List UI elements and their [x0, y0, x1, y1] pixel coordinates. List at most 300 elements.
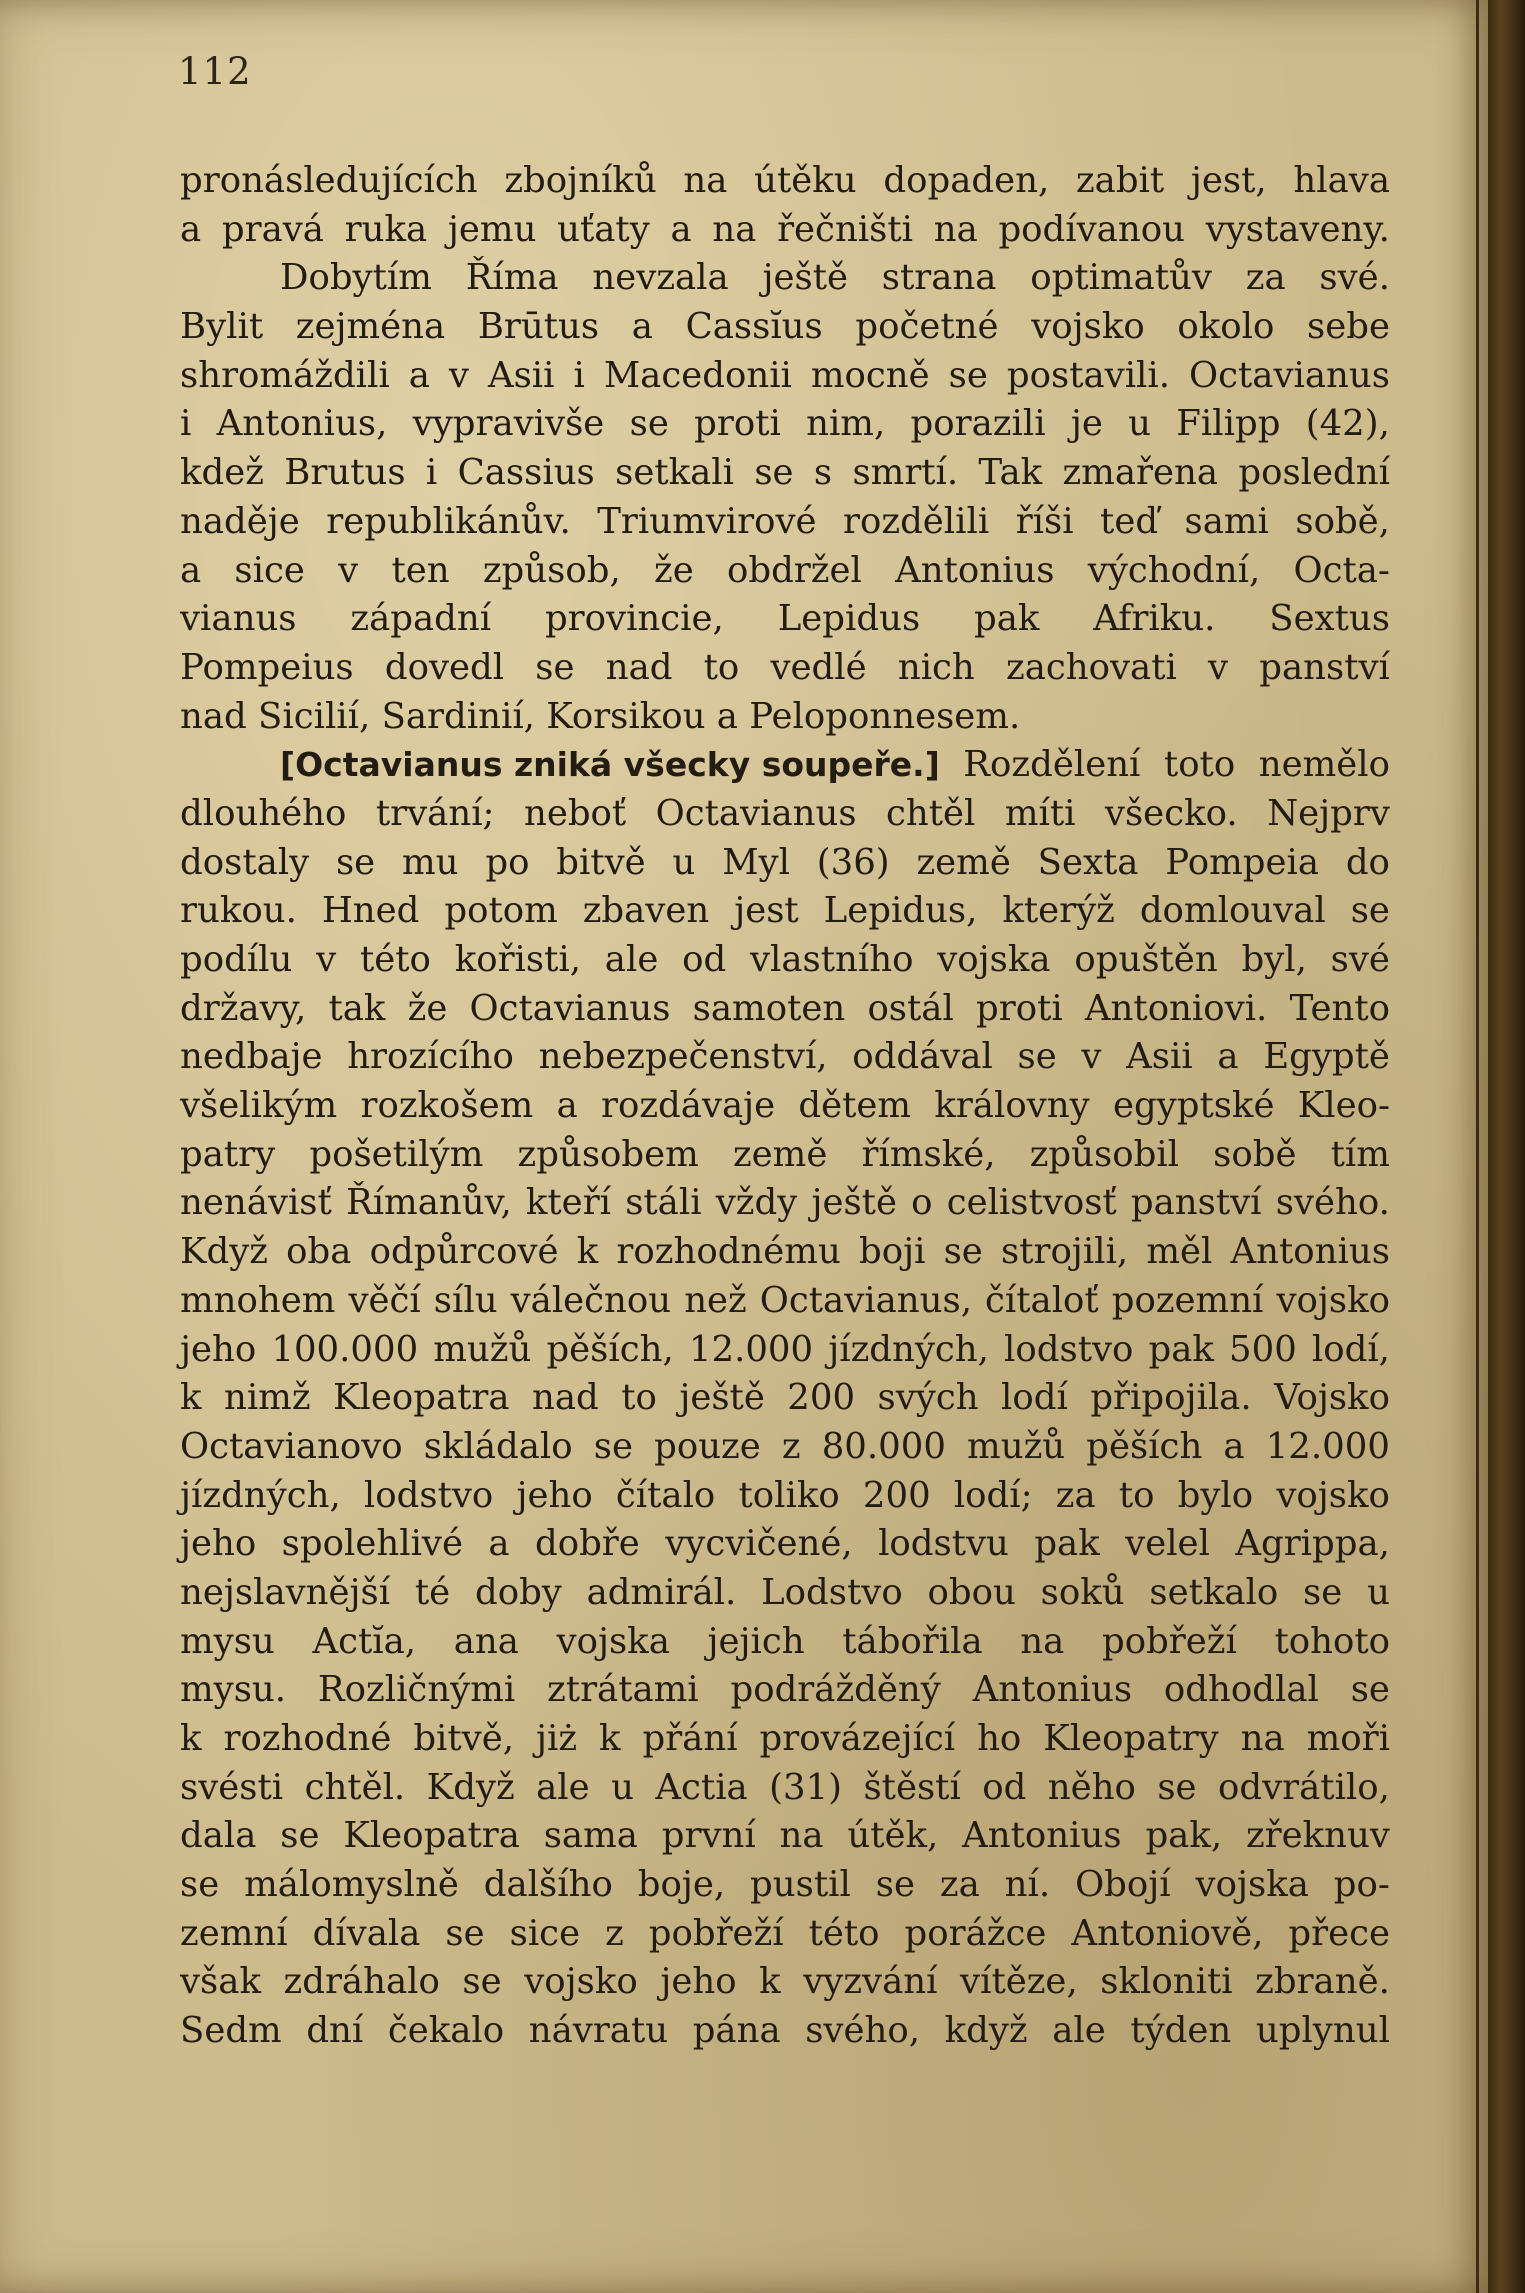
- word: se: [335, 841, 376, 883]
- word: strana: [881, 257, 997, 299]
- word: k: [599, 1718, 621, 1759]
- word: boje,: [637, 1864, 726, 1906]
- text-line: [180, 693, 1390, 742]
- word: země: [732, 1133, 828, 1175]
- text-line: [180, 303, 1390, 352]
- word: mu: [402, 841, 459, 883]
- word: kteří: [525, 1182, 612, 1224]
- word: 12.000: [688, 1328, 814, 1370]
- word: první: [661, 1815, 756, 1857]
- word: ostál: [867, 987, 954, 1029]
- word: se: [445, 1912, 485, 1954]
- text-line: [180, 1277, 1390, 1326]
- word: z: [781, 1425, 801, 1467]
- word: dostaly: [180, 841, 310, 883]
- word: jejich: [707, 1620, 805, 1662]
- word: optimatův: [1030, 257, 1212, 299]
- word: skloniti: [1100, 1961, 1233, 2003]
- word: mysu.: [180, 1669, 287, 1711]
- word: bylo: [1177, 1474, 1254, 1516]
- word: zbraně.: [1255, 1961, 1390, 2003]
- word: pěších,: [546, 1328, 674, 1370]
- word: Antonius: [1230, 1231, 1390, 1273]
- word: byl,: [1241, 939, 1307, 980]
- word: rozhodné: [223, 1718, 392, 1759]
- word: všelikým: [180, 1085, 338, 1127]
- word: připojila.: [1090, 1377, 1252, 1419]
- text-line: [180, 400, 1390, 449]
- word: Pompeius: [180, 646, 354, 688]
- word: 200: [862, 1474, 931, 1516]
- word: mnohem: [180, 1279, 336, 1321]
- word: sama: [543, 1815, 638, 1857]
- word: na: [683, 160, 728, 201]
- word: jízdných,: [828, 1328, 989, 1370]
- word: nim,: [806, 403, 886, 445]
- word: vojsko: [1276, 1279, 1390, 1321]
- word: nejslavnější: [180, 1571, 391, 1613]
- word: samoten: [692, 987, 846, 1029]
- word: Myl: [722, 841, 790, 883]
- word: a: [1217, 1036, 1239, 1078]
- word: svésti: [180, 1766, 284, 1808]
- word: se: [1017, 1036, 1057, 1078]
- word: mužů: [967, 1425, 1066, 1467]
- word: na: [1020, 1620, 1065, 1662]
- text-line: [180, 1033, 1390, 1082]
- word: strojili,: [1000, 1231, 1129, 1273]
- word: Kleopatra: [333, 1377, 510, 1419]
- word: Filipp: [1176, 403, 1281, 445]
- text-line: [180, 1228, 1390, 1277]
- word: rukou.: [180, 890, 297, 932]
- word: republikánův.: [326, 500, 571, 542]
- word: i: [180, 403, 192, 445]
- word: mysu: [180, 1620, 275, 1662]
- word: vojska: [937, 939, 1051, 980]
- word: se: [593, 1425, 633, 1467]
- word: po-: [1333, 1864, 1390, 1906]
- word: z: [605, 1912, 624, 1954]
- word: všecko.: [1104, 792, 1238, 834]
- word: Asii: [1126, 1036, 1193, 1078]
- word: a: [180, 208, 202, 250]
- word: Hned: [321, 890, 420, 932]
- word: se: [1303, 1571, 1343, 1613]
- word: pak: [974, 598, 1040, 640]
- word: měl: [1146, 1231, 1213, 1273]
- text-line: [180, 1666, 1390, 1715]
- word: jest: [734, 890, 799, 932]
- text-line: [180, 498, 1390, 547]
- page-number: 112: [178, 50, 252, 93]
- text-line: [180, 2007, 1390, 2056]
- word: sami: [1184, 500, 1269, 542]
- word: pak: [1148, 1328, 1214, 1370]
- word: štěstí: [863, 1766, 961, 1808]
- section-heading: [Octavianus zniká všecky soupeře.]: [280, 745, 940, 785]
- word: Tento: [1289, 987, 1390, 1029]
- word: že: [407, 987, 448, 1029]
- word: ten: [391, 549, 450, 591]
- word: Kleopatry: [1043, 1718, 1219, 1759]
- word: Rozličnými: [317, 1669, 516, 1711]
- word: državy,: [180, 987, 307, 1029]
- word: této: [808, 1912, 880, 1954]
- word: k: [759, 1961, 781, 2003]
- word: říši: [1015, 500, 1074, 542]
- word: naděje: [180, 500, 300, 542]
- word: pravá: [221, 208, 324, 250]
- word: boji: [858, 1231, 926, 1273]
- word: sebe: [1307, 306, 1390, 348]
- word: Rozdělení: [963, 744, 1141, 786]
- word: Sedm: [180, 2010, 282, 2052]
- word: za: [1055, 1474, 1096, 1516]
- word: u: [1367, 1571, 1390, 1613]
- word: východní,: [1087, 549, 1261, 591]
- text-line: [180, 449, 1390, 498]
- word: u: [1128, 403, 1152, 445]
- word: čítalo: [615, 1474, 716, 1516]
- word: Agrippa,: [1235, 1523, 1390, 1565]
- word: svého,: [805, 2010, 921, 2052]
- word: se: [1157, 1766, 1197, 1808]
- word: celistvosť: [946, 1182, 1117, 1224]
- word: skládalo: [423, 1425, 573, 1467]
- word: v: [448, 354, 469, 396]
- word: tábořila: [842, 1620, 983, 1662]
- word: provázející: [759, 1718, 956, 1759]
- word: i: [425, 452, 438, 494]
- text-line: [180, 1326, 1390, 1375]
- text-line: [180, 1520, 1390, 1569]
- word: od: [982, 1766, 1027, 1808]
- word: způsobem: [517, 1133, 699, 1175]
- word: lodstvu: [878, 1523, 1009, 1565]
- page-edge-line: [1476, 0, 1479, 2293]
- word: jest,: [1190, 160, 1267, 201]
- text-line: [180, 839, 1390, 888]
- word: lodstvo: [363, 1474, 494, 1516]
- word: vojsko: [524, 1961, 638, 2003]
- word: jeho: [660, 1961, 737, 2003]
- word: na: [1240, 1718, 1285, 1759]
- word: jízdných,: [180, 1474, 341, 1516]
- word: a: [488, 1523, 510, 1565]
- page-text: [180, 157, 1390, 2056]
- word: Kleopatra: [343, 1815, 520, 1857]
- word: se: [754, 452, 794, 494]
- word: Afriku.: [1093, 598, 1216, 640]
- word: vystaveny.: [1205, 208, 1390, 250]
- word: poslední: [1238, 452, 1390, 494]
- word: o: [911, 1182, 933, 1224]
- word: návratu: [528, 2010, 669, 2052]
- word: Tak: [978, 452, 1043, 494]
- word: západní: [350, 598, 492, 640]
- word: pána: [692, 2010, 781, 2052]
- word: nad: [605, 646, 673, 688]
- word: útěku: [754, 160, 857, 201]
- word: proti: [694, 403, 781, 445]
- word: vyzvání: [803, 1961, 938, 2003]
- word: Triumvirové: [597, 500, 817, 542]
- word: své.: [1319, 257, 1390, 299]
- text-line: [180, 887, 1390, 936]
- word: to: [621, 1377, 657, 1419]
- word: bitvě: [556, 841, 646, 883]
- word: lodí: [1001, 1377, 1068, 1419]
- word: velel: [1125, 1523, 1210, 1565]
- word: zejména: [295, 306, 446, 348]
- word: k: [180, 1718, 202, 1759]
- word: a: [556, 1085, 578, 1127]
- word: se: [180, 1864, 220, 1906]
- word: se: [280, 1815, 320, 1857]
- word: s: [813, 452, 833, 494]
- word: ho: [977, 1718, 1022, 1759]
- word: 12.000: [1265, 1425, 1390, 1467]
- word: neboť: [523, 792, 627, 834]
- word: řečništi: [777, 208, 913, 250]
- word: Antonius: [895, 549, 1055, 591]
- word: dobře: [534, 1523, 640, 1565]
- word: míti: [1004, 792, 1076, 834]
- word: však: [180, 1961, 261, 2003]
- word: pustil: [750, 1864, 851, 1906]
- word: postavili.: [1006, 354, 1171, 396]
- section-heading-line: [180, 741, 1390, 790]
- word: Obojí: [1075, 1864, 1171, 1906]
- word: Vojsko: [1274, 1377, 1390, 1419]
- word: shromáždili: [180, 354, 390, 396]
- word: oddával: [852, 1036, 993, 1078]
- word: Dobytím: [280, 257, 432, 299]
- word: trvání;: [375, 792, 495, 834]
- word: ní.: [1004, 1864, 1051, 1906]
- word: vlastního: [749, 939, 914, 980]
- word: přání: [642, 1718, 738, 1759]
- word: tak: [328, 987, 386, 1029]
- word: ještě: [762, 257, 849, 299]
- word: okolo: [1177, 306, 1275, 348]
- text-line: [180, 352, 1390, 401]
- word: královny: [934, 1085, 1090, 1127]
- word: Antonius: [972, 1669, 1133, 1711]
- word: toto: [1163, 744, 1236, 786]
- word: Antonius,: [216, 403, 388, 445]
- word: pozemní: [1111, 1279, 1264, 1321]
- text-line: [180, 1569, 1390, 1618]
- word: lodí;: [953, 1474, 1033, 1516]
- word: to: [703, 646, 740, 688]
- word: Cassius: [457, 452, 595, 494]
- word: bitvě,: [413, 1718, 515, 1759]
- word: nedbaje: [180, 1036, 323, 1078]
- word: nich: [897, 646, 975, 688]
- word: nebezpečenství,: [538, 1036, 828, 1078]
- word: zdráhalo: [283, 1961, 440, 2003]
- word: (36): [816, 841, 890, 883]
- word: dlouhého: [180, 792, 347, 834]
- word: vždy: [715, 1182, 798, 1224]
- word: hlava: [1293, 160, 1390, 201]
- word: a: [1223, 1425, 1245, 1467]
- word: od: [682, 939, 727, 980]
- word: Lepidus,: [823, 890, 978, 932]
- word: na: [779, 1815, 824, 1857]
- text-line: [180, 1958, 1390, 2007]
- text-line: [180, 1472, 1390, 1521]
- word: kterýž: [1002, 890, 1115, 932]
- word: Octavianus: [655, 792, 857, 834]
- word: v: [1208, 646, 1229, 688]
- word: Kleo-: [1297, 1085, 1390, 1127]
- word: na: [712, 208, 757, 250]
- word: vianus: [180, 598, 297, 640]
- word: ruka: [344, 208, 428, 250]
- word: se: [1350, 890, 1390, 932]
- word: podrážděný: [730, 1669, 941, 1711]
- text-line: [180, 595, 1390, 644]
- word: panství: [1259, 646, 1390, 688]
- word: pouze: [654, 1425, 761, 1467]
- word: odhodlal: [1163, 1669, 1319, 1711]
- word: vojsko: [1031, 306, 1145, 348]
- word: pak,: [1145, 1815, 1223, 1857]
- word: vycvičené,: [665, 1523, 853, 1565]
- text-line: [180, 1131, 1390, 1180]
- word: jemu: [447, 208, 537, 250]
- word: zmařena: [1062, 452, 1219, 494]
- word: dala: [180, 1815, 257, 1857]
- word: Římanův,: [345, 1182, 512, 1224]
- word: útěk,: [847, 1815, 939, 1857]
- word: Antonius: [962, 1815, 1122, 1857]
- word: podílu: [180, 939, 293, 980]
- word: Octavianus,: [759, 1279, 973, 1321]
- word: přece: [1288, 1912, 1390, 1954]
- word: Octavianovo: [180, 1425, 403, 1467]
- word: lodstvo: [1004, 1328, 1134, 1370]
- word: způsob,: [482, 549, 621, 591]
- word: a: [180, 549, 202, 591]
- word: Sexta: [1037, 841, 1139, 883]
- word: se: [629, 403, 669, 445]
- word: Actĭa,: [312, 1620, 417, 1662]
- word: jeho: [180, 1328, 257, 1370]
- word: do: [1345, 841, 1390, 883]
- word: Antoniově,: [1071, 1912, 1264, 1954]
- word: se: [1350, 1669, 1390, 1711]
- word: a: [408, 354, 430, 396]
- word: to: [1118, 1474, 1155, 1516]
- word: dalšího: [483, 1864, 613, 1906]
- word: zřeknuv: [1245, 1815, 1390, 1857]
- word: teď: [1100, 500, 1159, 542]
- word: se: [948, 354, 988, 396]
- word: něho: [1047, 1766, 1136, 1808]
- word: této: [360, 939, 431, 980]
- word: setkalo: [1149, 1571, 1279, 1613]
- text-line: [180, 1618, 1390, 1667]
- word: mocně: [810, 354, 930, 396]
- word: panství: [1130, 1182, 1262, 1224]
- word: pěších: [1086, 1425, 1203, 1467]
- word: se: [943, 1231, 983, 1273]
- word: Lepidus: [777, 598, 921, 640]
- word: sice: [234, 549, 305, 591]
- word: za: [1245, 257, 1286, 299]
- word: mužů: [433, 1328, 532, 1370]
- word: rozdávaje: [600, 1085, 776, 1127]
- word: kdež: [180, 452, 264, 494]
- word: svých: [877, 1377, 979, 1419]
- word: dovedl: [384, 646, 505, 688]
- word: pobřeží: [648, 1912, 784, 1954]
- word: pak: [1034, 1523, 1100, 1565]
- word: nad: [532, 1377, 599, 1419]
- word: obdržel: [726, 549, 862, 591]
- text-line: [180, 1715, 1390, 1764]
- word: potom: [444, 890, 558, 932]
- word: vítěze,: [960, 1961, 1078, 2003]
- word: Antoniovi.: [1084, 987, 1268, 1029]
- word: za: [939, 1864, 980, 1906]
- word: oba: [286, 1231, 352, 1273]
- word: vojska: [556, 1620, 670, 1662]
- word: ana: [453, 1620, 519, 1662]
- word: ale: [604, 939, 659, 980]
- word: a: [631, 306, 653, 348]
- word: nevzala: [592, 257, 729, 299]
- word: 100.000: [271, 1328, 419, 1370]
- text-line: [180, 936, 1390, 985]
- word: doby: [474, 1571, 562, 1613]
- word: k: [180, 1377, 202, 1419]
- word: své: [1330, 939, 1390, 980]
- word: že: [654, 549, 694, 591]
- word: Lodstvo: [761, 1571, 903, 1613]
- word: rozhodnému: [616, 1231, 841, 1273]
- word: lodí,: [1311, 1328, 1390, 1370]
- word: Actia: [655, 1766, 748, 1808]
- word: opuštěn: [1074, 939, 1218, 980]
- word: patry: [180, 1133, 276, 1175]
- word: dětem: [798, 1085, 912, 1127]
- word: rozdělili: [843, 500, 990, 542]
- text-line: [180, 1812, 1390, 1861]
- word: vedlé: [770, 646, 867, 688]
- word: tohoto: [1274, 1620, 1390, 1662]
- word: sílu: [433, 1279, 498, 1321]
- word: římské,: [861, 1133, 996, 1175]
- text-line: [180, 1179, 1390, 1228]
- word: 80.000: [821, 1425, 946, 1467]
- word: Octavianus: [1189, 354, 1390, 396]
- text-line: [180, 1764, 1390, 1813]
- word: Říma: [465, 257, 559, 299]
- word: hrozícího: [347, 1036, 514, 1078]
- word: v: [338, 549, 359, 591]
- word: odvrátilo,: [1218, 1766, 1390, 1808]
- word: setkali: [615, 452, 734, 494]
- word: jeho: [180, 1523, 257, 1565]
- word: uťaty: [557, 208, 650, 250]
- word: Když: [426, 1766, 515, 1808]
- word: admirál.: [586, 1571, 737, 1613]
